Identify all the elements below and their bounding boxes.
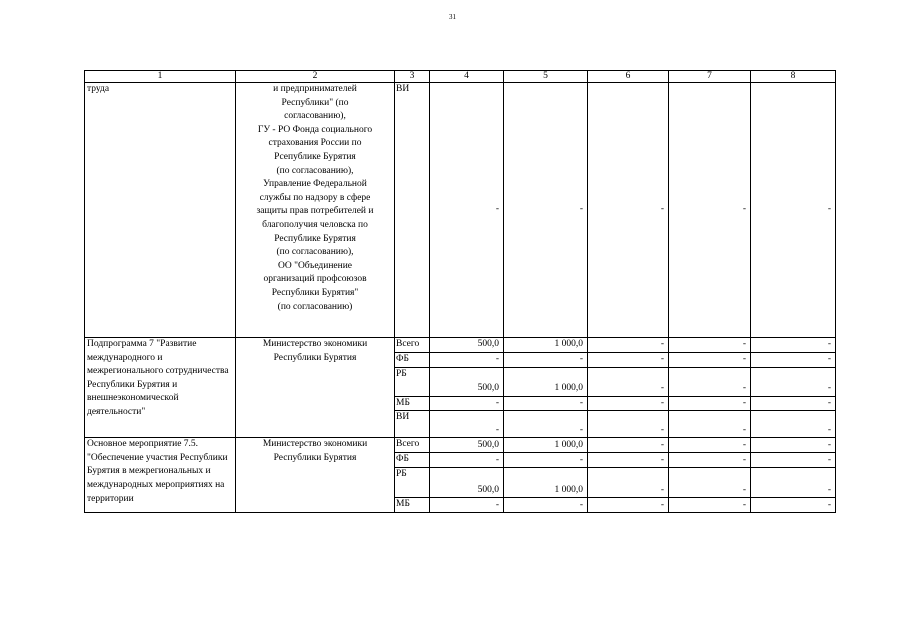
value-cell: - — [430, 411, 504, 438]
value-cell: - — [588, 411, 669, 438]
value-cell: - — [588, 367, 669, 396]
value-cell: - — [588, 468, 669, 498]
table-row — [85, 338, 836, 353]
value-cell: - — [669, 468, 751, 498]
header-cell: 4 — [430, 71, 504, 83]
header-cell: 6 — [588, 71, 669, 83]
funding-source: ФБ — [395, 353, 430, 368]
funding-source: ВИ — [395, 83, 430, 338]
value-cell: - — [751, 468, 836, 498]
value-cell: - — [669, 411, 751, 438]
funding-source: Всего — [395, 438, 430, 453]
table-row — [85, 83, 836, 338]
page-number: 31 — [449, 13, 456, 21]
value-cell: - — [751, 498, 836, 513]
row-title: труда — [85, 83, 236, 338]
header-cell: 8 — [751, 71, 836, 83]
funding-source: ФБ — [395, 453, 430, 468]
row-responsible: Министерство экономики Республики Бурятия — [236, 438, 395, 513]
header-cell: 5 — [504, 71, 588, 83]
value-cell: - — [430, 396, 504, 411]
value-cell: - — [504, 453, 588, 468]
value-cell: - — [751, 438, 836, 453]
value-cell: - — [504, 83, 588, 338]
value-cell: - — [588, 498, 669, 513]
budget-table — [84, 70, 836, 513]
value-cell: - — [504, 396, 588, 411]
value-cell: 500,0 — [430, 468, 504, 498]
value-cell: - — [751, 396, 836, 411]
value-cell: - — [751, 367, 836, 396]
value-cell: - — [751, 353, 836, 368]
value-cell: 500,0 — [430, 438, 504, 453]
header-cell: 3 — [395, 71, 430, 83]
value-cell: - — [588, 438, 669, 453]
value-cell: - — [751, 411, 836, 438]
funding-source: МБ — [395, 498, 430, 513]
value-cell: - — [588, 453, 669, 468]
value-cell: - — [588, 83, 669, 338]
table-header-row — [85, 71, 836, 83]
value-cell: - — [430, 83, 504, 338]
table-row — [85, 438, 836, 453]
funding-source: ВИ — [395, 411, 430, 438]
value-cell: - — [504, 411, 588, 438]
value-cell: - — [669, 438, 751, 453]
value-cell: - — [588, 338, 669, 353]
row-title: Основное мероприятие 7.5. "Обеспечение участия Республики Бурятия в межрегиональных и международных мероприятиях на территории — [85, 438, 236, 513]
row-responsible: и предпринимателей Республики" (по согласованию), ГУ - РО Фонда социального страхования России по Рсепублике Бурятия (по согласованию), Управление Федеральной службы по надзору в сфере защиты прав потребителей и благополучия человска по Республике Бурятия (по согласованию), ОО "Объединение организаций профсоюзов Республики Бурятия" (по согласованию) — [236, 83, 395, 338]
value-cell: - — [669, 353, 751, 368]
value-cell: 1 000,0 — [504, 338, 588, 353]
value-cell: 1 000,0 — [504, 438, 588, 453]
row-responsible: Министерство экономики Республики Бурятия — [236, 338, 395, 438]
value-cell: - — [504, 353, 588, 368]
value-cell: - — [430, 353, 504, 368]
value-cell: - — [588, 396, 669, 411]
value-cell: - — [751, 453, 836, 468]
value-cell: - — [430, 498, 504, 513]
value-cell: - — [669, 338, 751, 353]
value-cell: 500,0 — [430, 367, 504, 396]
funding-source: Всего — [395, 338, 430, 353]
funding-source: РБ — [395, 468, 430, 498]
value-cell: - — [588, 353, 669, 368]
value-cell: - — [504, 498, 588, 513]
value-cell: - — [751, 83, 836, 338]
header-cell: 2 — [236, 71, 395, 83]
value-cell: 500,0 — [430, 338, 504, 353]
header-cell: 1 — [85, 71, 236, 83]
value-cell: - — [669, 367, 751, 396]
row-title: Подпрограмма 7 "Развитие международного и межрегионального сотрудничества Республики Бурятия и внешнеэкономической деятельности" — [85, 338, 236, 438]
value-cell: - — [669, 83, 751, 338]
value-cell: - — [669, 453, 751, 468]
funding-source: РБ — [395, 367, 430, 396]
header-cell: 7 — [669, 71, 751, 83]
value-cell: - — [751, 338, 836, 353]
value-cell: - — [669, 396, 751, 411]
funding-source: МБ — [395, 396, 430, 411]
value-cell: - — [669, 498, 751, 513]
value-cell: 1 000,0 — [504, 367, 588, 396]
value-cell: 1 000,0 — [504, 468, 588, 498]
value-cell: - — [430, 453, 504, 468]
